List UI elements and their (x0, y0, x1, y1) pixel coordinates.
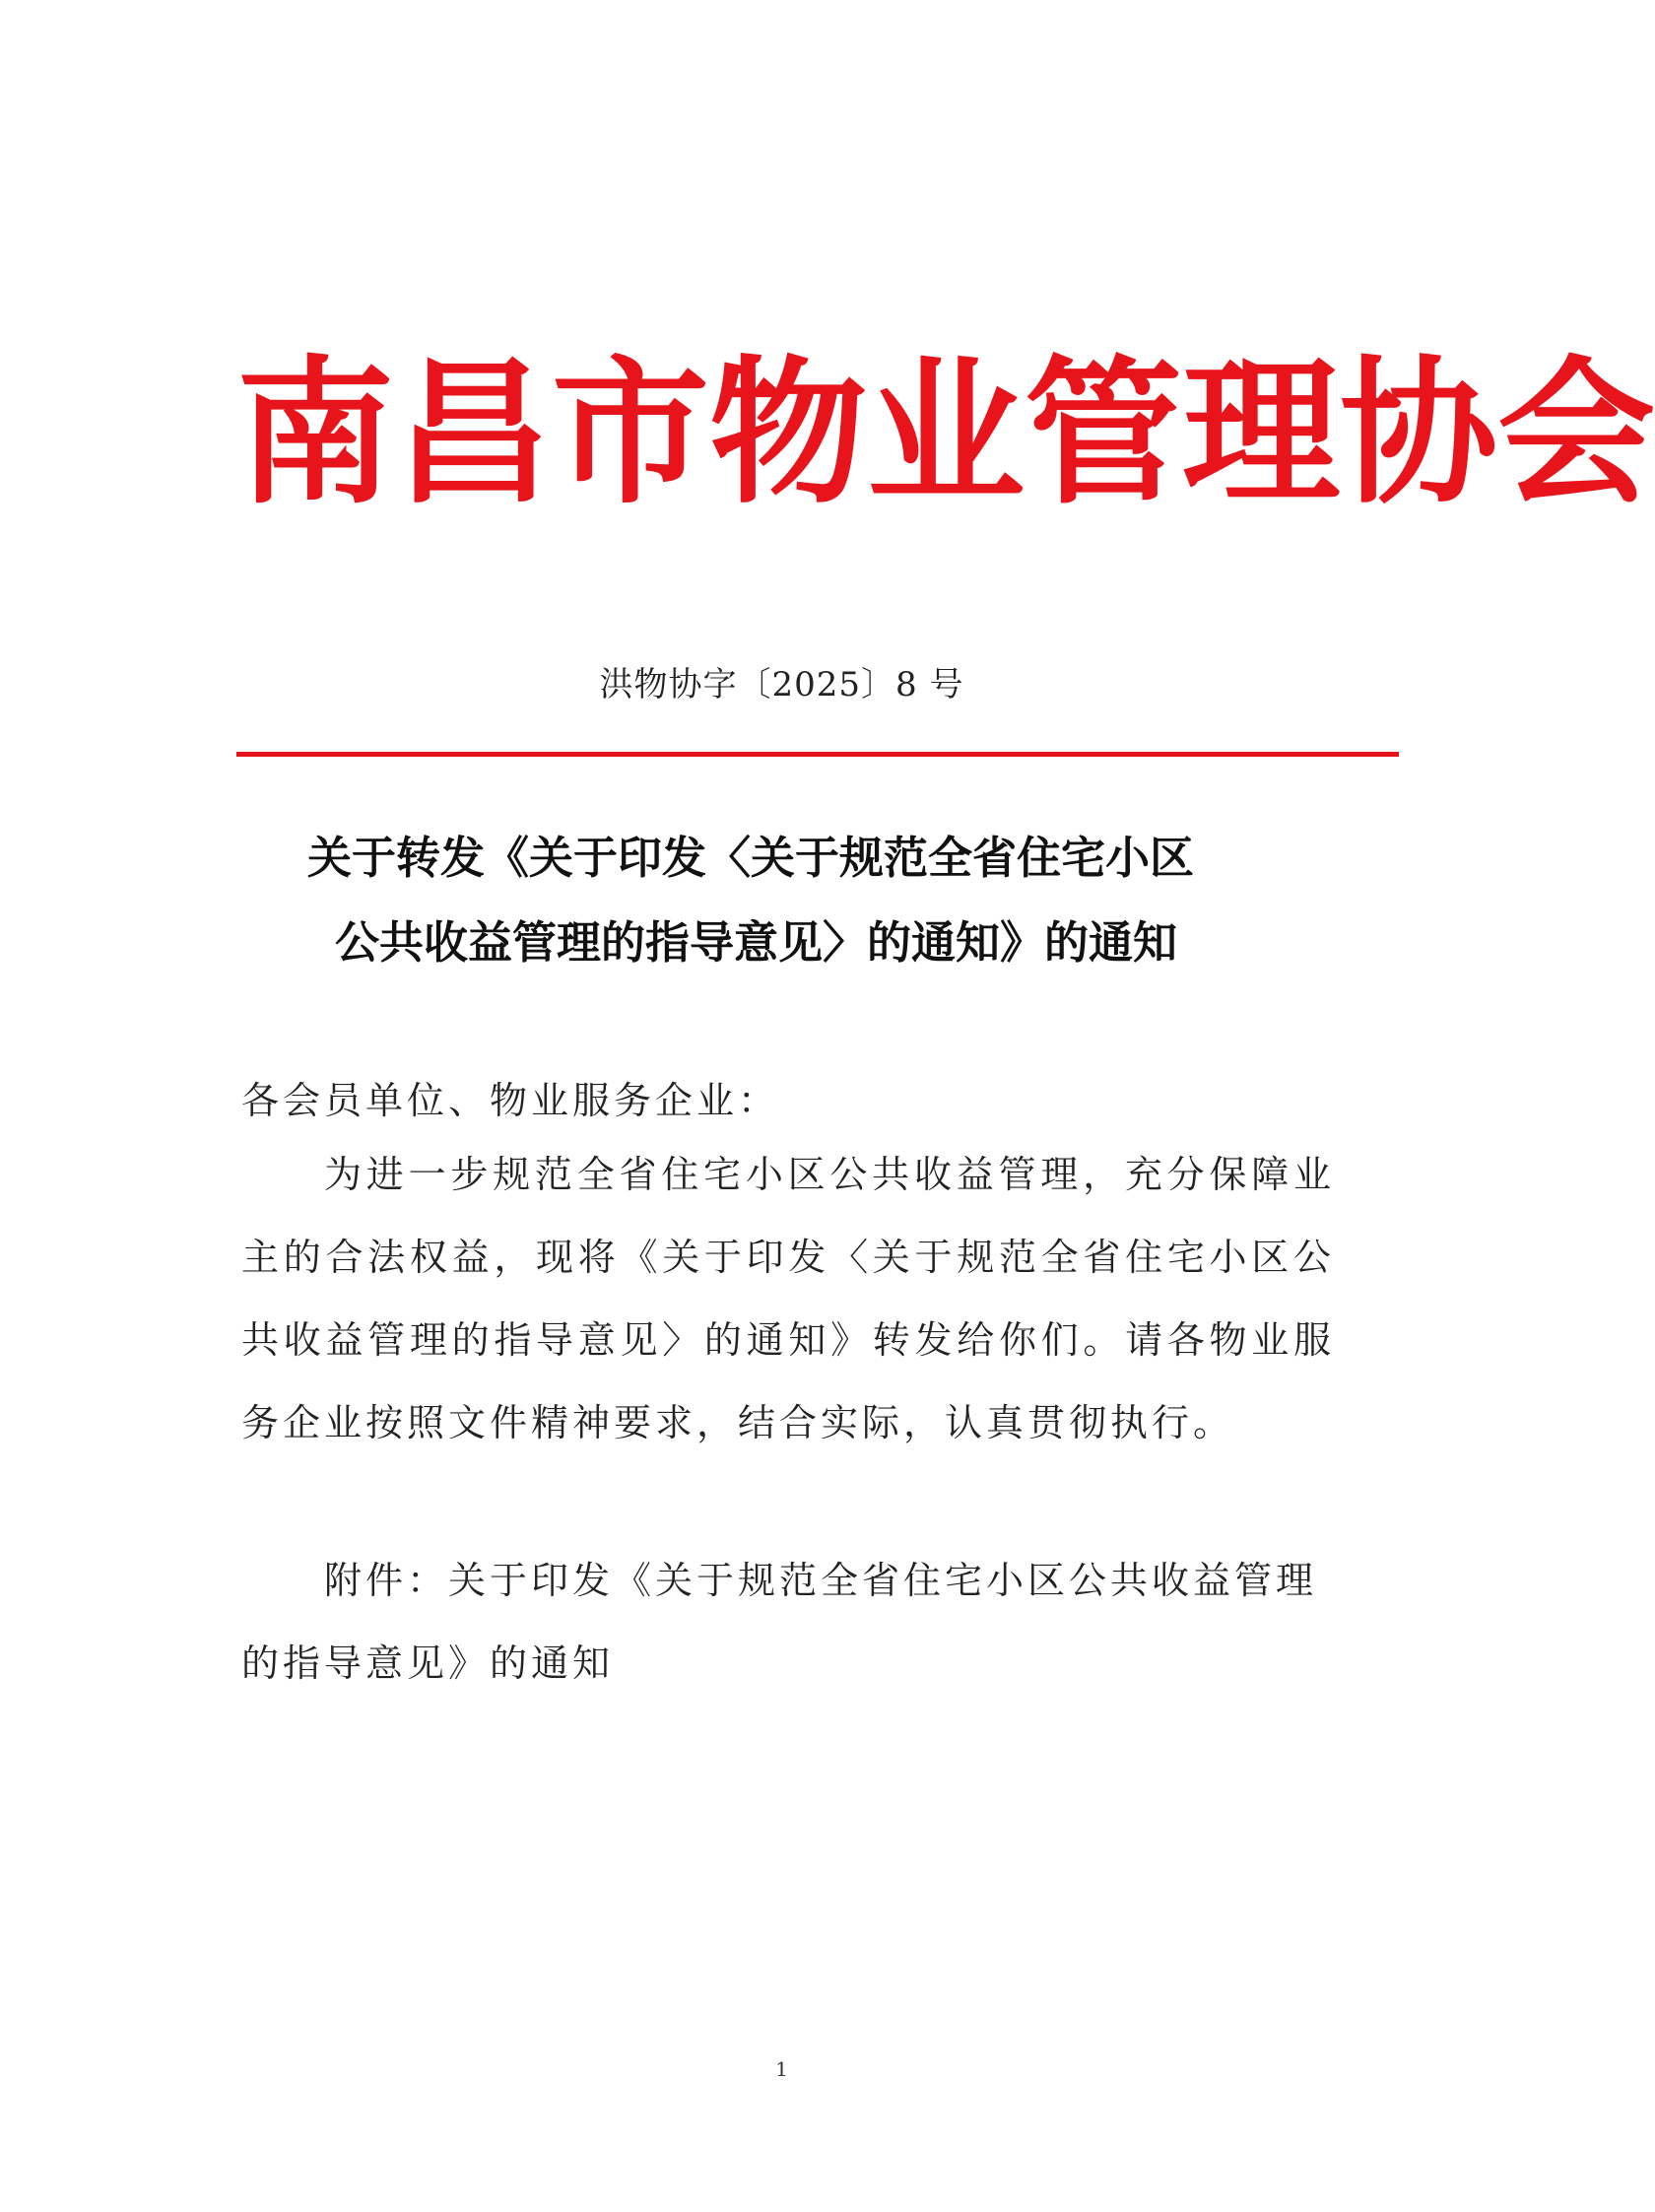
organization-title-char: 管 (1025, 341, 1183, 525)
organization-title-char: 会 (1497, 341, 1655, 525)
attachment-line: 附件：关于印发《关于规范全省住宅小区公共收益管理的指导意见》的通知 (241, 1559, 1318, 1685)
organization-title-char: 物 (709, 341, 868, 525)
organization-title-char: 南 (236, 341, 395, 525)
organization-title-char: 市 (552, 341, 710, 525)
body-paragraph: 为进一步规范全省住宅小区公共收益管理，充分保障业主的合法权益，现将《关于印发〈关于规范全省住宅小区公共收益管理的指导意见〉的通知》转发给你们。请各物业服务企业按照文件精神要求，结合实际，认真贯彻执行。 (241, 1153, 1335, 1444)
header-divider (236, 752, 1399, 757)
salutation: 各会员单位、物业服务企业： (241, 1079, 780, 1122)
notice-title-line-2: 公共收益管理的指导意见〉的通知》的通知 (335, 916, 1178, 969)
notice-title (236, 816, 1320, 985)
page-number: 1 (775, 2057, 788, 2081)
organization-title-char: 昌 (394, 341, 553, 525)
organization-title-char: 业 (867, 341, 1026, 525)
organization-title-char: 理 (1182, 341, 1341, 525)
notice-title-line-1: 关于转发《关于印发〈关于规范全省住宅小区 (307, 832, 1195, 884)
document-number: 洪物协字〔2025〕8 号 (599, 665, 964, 704)
organization-title-char: 协 (1340, 341, 1498, 525)
organization-title (236, 341, 1655, 525)
